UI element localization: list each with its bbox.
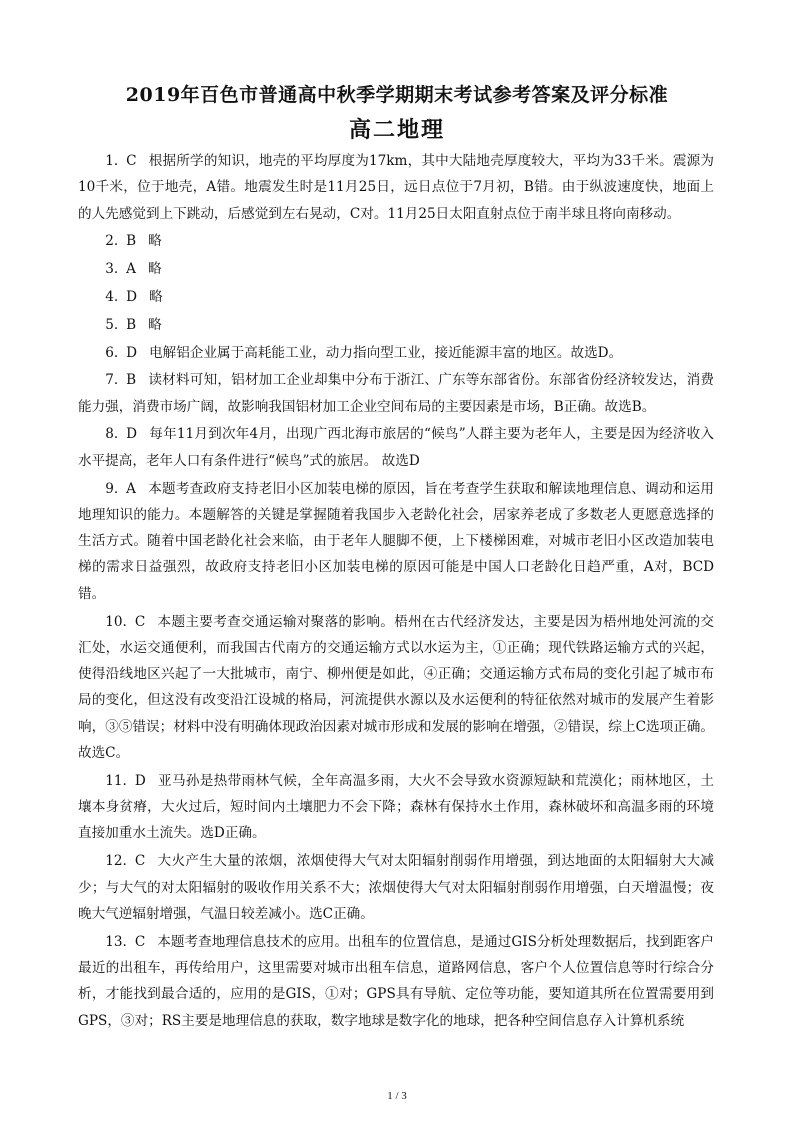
answer-explanation: 本题考查地理信息技术的应用。出租车的位置信息，是通过GIS分析处理数据后，找到距客户最近的出租车，再传给用户，这里需要对城市出租车信息，道路网信息，客户个人位置信息等时行综合分析，才能找到最合适的，应用的是GIS，①对；GPS具有导航、定位等功能，要知道其所在位置需要用到GPS，③对；RS主要是地理信息的获取，数字地球是数字化的地球，把各种空间信息存入计算机系统 [78,933,714,1029]
answer-item-2 [78,228,714,254]
question-number: 7. [105,372,119,389]
answer-explanation: 本题主要考查交通运输对聚落的影响。梧州在古代经济发达，主要是因为梧州地处河流的交汇处，水运交通便利，而我国古代南方的交通运输方式以水运为主，①正确；现代铁路运输方式的兴起，使得沿线地区兴起了一大批城市，南宁、柳州便是如此，④正确；交通运输方式布局的变化引起了城市布局的变化，但这没有改变沿江设城的格局，河流提供水源以及水运便利的特征依然对城市的发展产生着影响，③⑤错误；材料中没有明确体现政治因素对城市形成和发展的影响在增强，②错误，综上C选项正确。故选C。 [78,613,714,762]
answer-letter: D [126,426,138,443]
answer-letter: C [134,613,146,630]
answer-explanation: 略 [148,261,162,278]
answer-item-3 [78,256,714,282]
answer-letter: A [126,480,136,497]
answer-letter: C [134,933,146,950]
question-number: 11. [105,772,127,789]
page-title: 2019年百色市普通高中秋季学期期末考试参考答案及评分标准 [125,84,669,106]
answer-item-9 [78,476,714,607]
answer-letter: D [126,344,138,361]
answer-item-8 [78,421,714,474]
answer-explanation: 大火产生大量的浓烟，浓烟使得大气对太阳辐射削弱作用增强，到达地面的太阳辐射大大减少；与大气的对太阳辐射的吸收作用关系不大；浓烟使得大气对太阳辐射削弱作用增强，白天增温慢；夜晚大气逆辐射增强，气温日较差减小。选C正确。 [78,853,714,922]
question-number: 2. [105,233,119,250]
page-subtitle: 高二地理 [348,117,445,143]
answer-letter: C [134,853,146,870]
page-number: 1 / 3 [387,1090,407,1102]
question-number: 4. [105,288,119,305]
answer-item-7 [78,367,714,420]
answer-item-6 [78,340,714,366]
question-number: 13. [105,933,127,950]
answer-letter: C [126,153,137,169]
answer-letter: B [126,233,137,250]
answer-explanation: 略 [148,316,162,333]
question-number: 6. [105,344,119,361]
answer-explanation: 电解铝企业属于高耗能工业，动力指向型工业，接近能源丰富的地区。故选D。 [149,344,623,361]
answer-explanation: 本题考查政府支持老旧小区加装电梯的原因，旨在考查学生获取和解读地理信息、调动和运用地理知识的能力。本题解答的关键是掌握随着我国步入老龄化社会，居家养老成了多数老人更愿意选择的生活方式。随着中国老龄化社会来临，由于老年人腿脚不便，上下楼梯困难，对城市老旧小区改造加装电梯的需求日益强烈，故政府支持老旧小区加装电梯的原因可能是中国人口老龄化日趋严重，A对，BCD错。 [78,480,714,602]
answer-item-1 [78,148,714,227]
question-number: 8. [105,426,119,443]
question-number: 12. [105,853,127,870]
question-number: 1. [105,153,119,169]
answer-letter: D [134,772,146,789]
answer-letter: A [126,261,136,278]
question-number: 10. [105,613,127,630]
question-number: 5. [105,316,119,333]
answer-item-5 [78,312,714,338]
answer-explanation: 略 [149,288,163,305]
question-number: 9. [105,480,119,497]
question-number: 3. [105,261,119,278]
answer-explanation: 亚马孙是热带雨林气候，全年高温多雨，大火不会导致水资源短缺和荒漠化；雨林地区，土壤本身贫瘠，大火过后，短时间内土壤肥力不会下降；森林有保持水土作用，森林破坏和高温多雨的环境直接加重水土流失。选D正确。 [78,772,714,842]
answer-item-4 [78,284,714,310]
answer-item-12 [78,848,714,927]
answer-explanation: 根据所学的知识，地壳的平均厚度为17km，其中大陆地壳厚度较大，平均为33千米。震源为10千米，位于地壳，A错。地震发生时是11月25日，远日点位于7月初，B错。由于纵波速度快，地面上的人先感觉到上下跳动，后感觉到左右晃动，C对。11月25日太阳直射点位于南半球且将向南移动。 [78,153,714,222]
answer-explanation: 读材料可知，铝材加工企业却集中分布于浙江、广东等东部省份。东部省份经济较发达，消费能力强，消费市场广阔，故影响我国铝材加工企业空间布局的主要因素是市场，B正确。故选B。 [78,372,714,415]
answer-list [78,148,714,1035]
answer-item-13 [78,929,714,1034]
answer-explanation: 略 [148,233,162,250]
answer-letter: B [126,372,137,389]
answer-letter: D [126,288,138,305]
answer-item-10 [78,609,714,767]
answer-explanation: 每年11月到次年4月，出现广西北海市旅居的“候鸟”人群主要为老年人，主要是因为经济收入水平提高，老年人口有条件进行“候鸟”式的旅居。 故选D [78,426,714,469]
answer-item-11 [78,768,714,847]
answer-letter: B [126,316,137,333]
